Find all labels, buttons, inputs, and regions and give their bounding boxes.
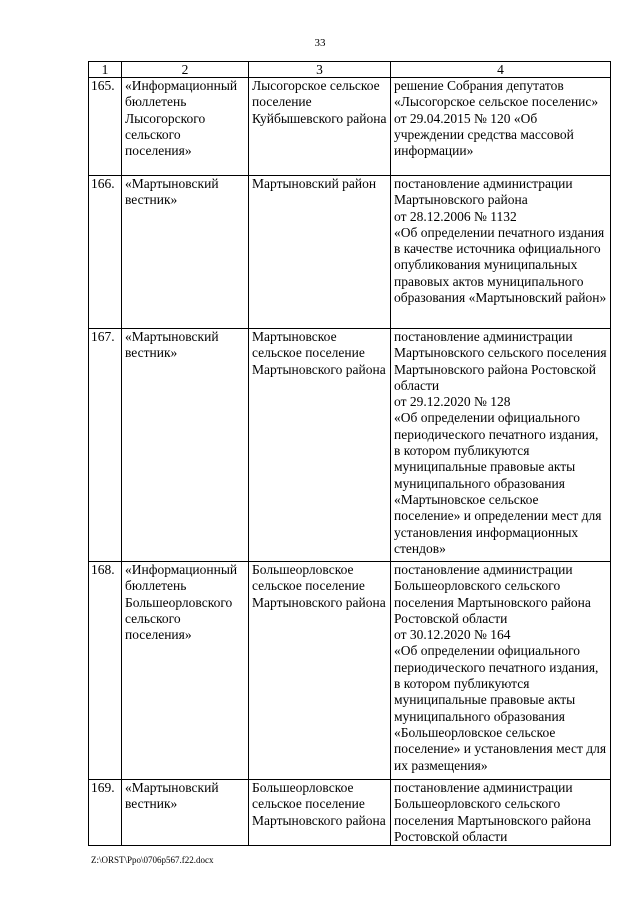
row-number: 166. [89, 176, 122, 329]
page-number: 33 [314, 37, 326, 49]
document-file-path: Z:\ORST\Ppo\0706p567.f22.docx [91, 855, 214, 865]
row-number: 169. [89, 780, 122, 846]
table-row [89, 78, 611, 176]
legal-act: постановление администрации Мартыновского района от 28.12.2006 № 1132 «Об определении печатного издания в качестве источника официального опубликования муниципальных правовых актов муниципального образования «Мартыновский район» [391, 176, 611, 329]
column-header: 4 [391, 62, 611, 78]
municipality: Мартыновский район [249, 176, 391, 329]
column-header: 3 [249, 62, 391, 78]
column-header: 1 [89, 62, 122, 78]
table-row [89, 329, 611, 562]
row-number: 165. [89, 78, 122, 176]
municipality: Большеорловское сельское поселение Мартыновского района [249, 562, 391, 780]
column-header: 2 [122, 62, 249, 78]
legal-act: постановление администрации Мартыновского сельского поселения Мартыновского района Ростовской области от 29.12.2020 № 128 «Об определении официального периодического печатного издания, в котором публикуются муниципальные правовые акты муниципального образования «Мартыновское сельское поселение» и определении мест для установления информационных стендов» [391, 329, 611, 562]
legal-act: постановление администрации Большеорловского сельского поселения Мартыновского района Ростовской области от 30.12.2020 № 164 «Об определении официального периодического печатного издания, в котором публикуются муниципальные правовые акты муниципального образования «Большеорловское сельское поселение» и установления мест для их размещения» [391, 562, 611, 780]
table-header-row [89, 62, 611, 78]
publication-name: «Информационный бюллетень Лысогорского сельского поселения» [122, 78, 249, 176]
table-row [89, 562, 611, 780]
row-number: 167. [89, 329, 122, 562]
legal-act: постановление администрации Большеорловского сельского поселения Мартыновского района Ростовской области [391, 780, 611, 846]
municipality: Лысогорское сельское поселение Куйбышевского района [249, 78, 391, 176]
legal-act: решение Собрания депутатов «Лысогорское сельское поселенис» от 29.04.2015 № 120 «Об учреждении средства массовой информации» [391, 78, 611, 176]
table-row [89, 176, 611, 329]
publication-name: «Мартыновский вестник» [122, 176, 249, 329]
table-row [89, 780, 611, 846]
publication-name: «Мартыновский вестник» [122, 780, 249, 846]
row-number: 168. [89, 562, 122, 780]
publication-name: «Мартыновский вестник» [122, 329, 249, 562]
municipality: Большеорловское сельское поселение Мартыновского района [249, 780, 391, 846]
municipality: Мартыновское сельское поселение Мартыновского района [249, 329, 391, 562]
registry-table [88, 61, 611, 846]
publication-name: «Информационный бюллетень Большеорловского сельского поселения» [122, 562, 249, 780]
